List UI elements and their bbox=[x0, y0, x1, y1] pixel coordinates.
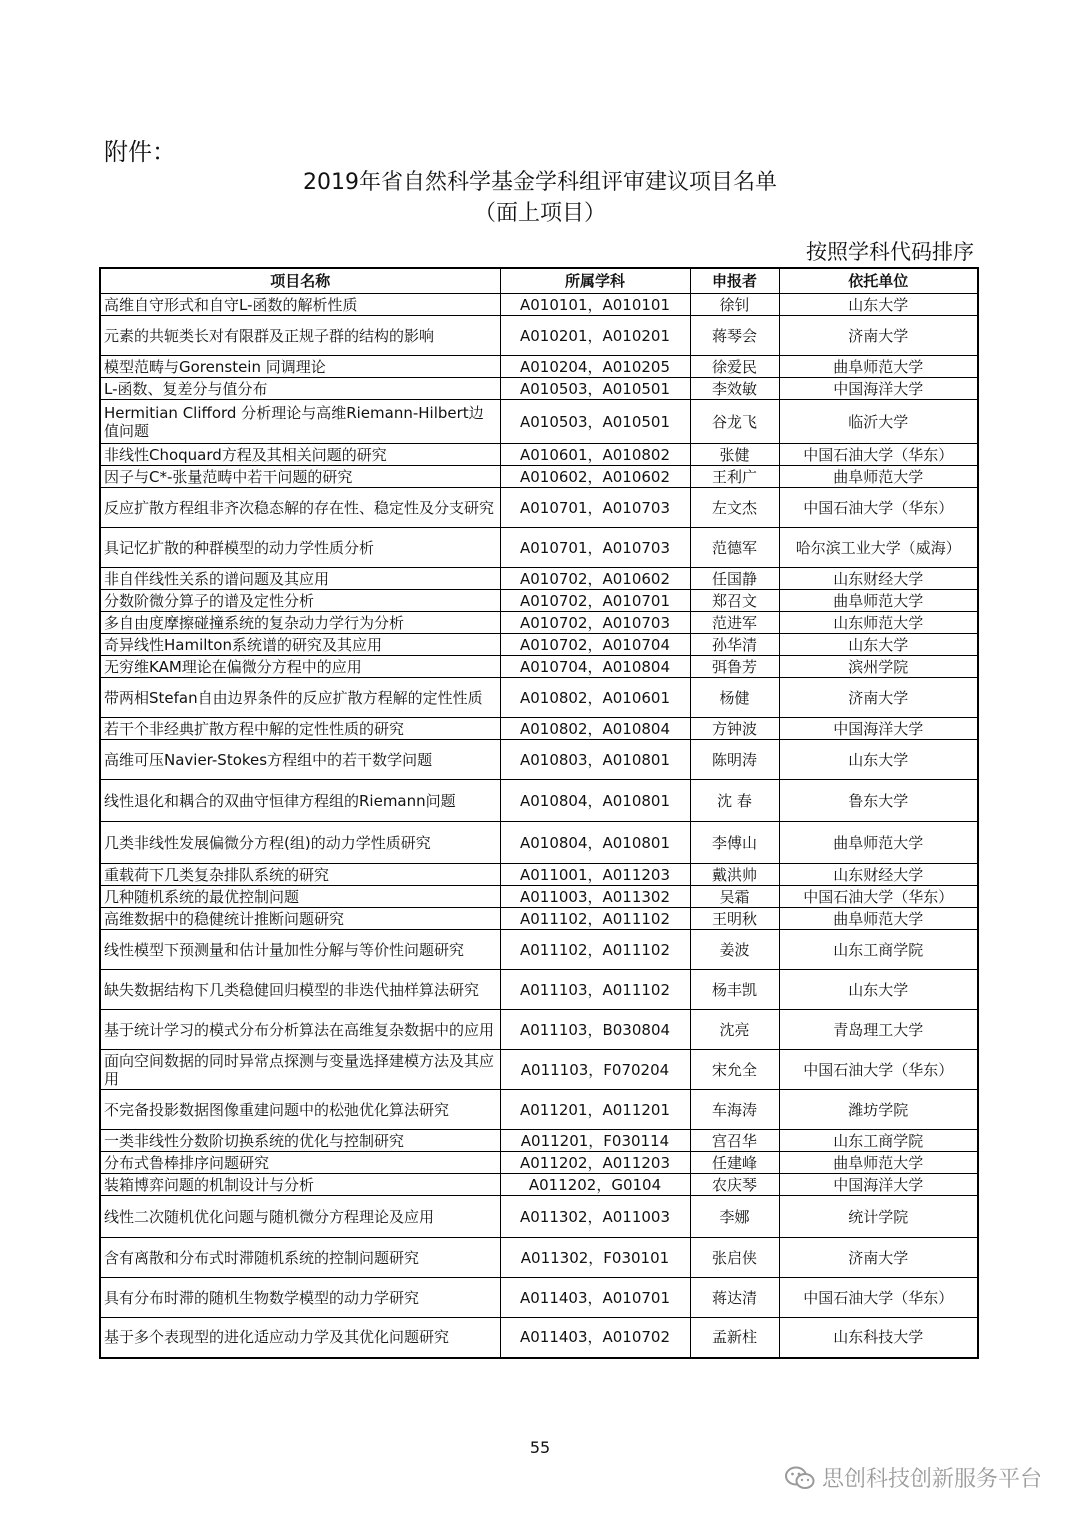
institution-cell: 中国石油大学（华东） bbox=[779, 1050, 978, 1090]
attachment-label: 附件： bbox=[104, 138, 176, 166]
discipline-cell: A011103，B030804 bbox=[500, 1010, 690, 1050]
discipline-cell: A011302，F030101 bbox=[500, 1238, 690, 1278]
table-row bbox=[100, 740, 978, 780]
institution-cell: 山东大学 bbox=[779, 970, 978, 1010]
discipline-cell: A010702，A010703 bbox=[500, 612, 690, 634]
discipline-cell: A010701，A010703 bbox=[500, 528, 690, 568]
institution-cell: 统计学院 bbox=[779, 1196, 978, 1238]
table-row bbox=[100, 466, 978, 488]
project-name-cell: 奇异线性Hamilton系统谱的研究及其应用 bbox=[100, 634, 500, 656]
applicant-cell: 弭鲁芳 bbox=[690, 656, 779, 678]
discipline-cell: A011302，A011003 bbox=[500, 1196, 690, 1238]
discipline-cell: A010503，A010501 bbox=[500, 378, 690, 400]
project-name-cell: 非自伴线性关系的谱问题及其应用 bbox=[100, 568, 500, 590]
column-header-discipline: 所属学科 bbox=[500, 268, 690, 294]
table-row bbox=[100, 1238, 978, 1278]
discipline-cell: A011103，F070204 bbox=[500, 1050, 690, 1090]
applicant-cell: 杨健 bbox=[690, 678, 779, 718]
project-name-cell: L-函数、复差分与值分布 bbox=[100, 378, 500, 400]
table-header-row bbox=[100, 268, 978, 294]
applicant-cell: 任建峰 bbox=[690, 1152, 779, 1174]
applicant-cell: 范进军 bbox=[690, 612, 779, 634]
table-row bbox=[100, 1010, 978, 1050]
table-row bbox=[100, 908, 978, 930]
institution-cell: 中国海洋大学 bbox=[779, 718, 978, 740]
table-row bbox=[100, 656, 978, 678]
applicant-cell: 张启侠 bbox=[690, 1238, 779, 1278]
applicant-cell: 沈亮 bbox=[690, 1010, 779, 1050]
discipline-cell: A010503，A010501 bbox=[500, 400, 690, 444]
column-header-institution: 依托单位 bbox=[779, 268, 978, 294]
project-name-cell: 高维数据中的稳健统计推断问题研究 bbox=[100, 908, 500, 930]
table-row bbox=[100, 1130, 978, 1152]
project-name-cell: 几种随机系统的最优控制问题 bbox=[100, 886, 500, 908]
applicant-cell: 张健 bbox=[690, 444, 779, 466]
discipline-cell: A010804，A010801 bbox=[500, 822, 690, 864]
project-name-cell: Hermitian Clifford 分析理论与高维Riemann-Hilbert边值问题 bbox=[100, 400, 500, 444]
applicant-cell: 方钟波 bbox=[690, 718, 779, 740]
watermark-text: 思创科技创新服务平台 bbox=[821, 1467, 1042, 1492]
project-name-cell: 基于统计学习的模式分布分析算法在高维复杂数据中的应用 bbox=[100, 1010, 500, 1050]
project-name-cell: 面向空间数据的同时异常点探测与变量选择建模方法及其应用 bbox=[100, 1050, 500, 1090]
discipline-cell: A011001，A011203 bbox=[500, 864, 690, 886]
discipline-cell: A010702，A010602 bbox=[500, 568, 690, 590]
table-row bbox=[100, 488, 978, 528]
applicant-cell: 蒋达清 bbox=[690, 1278, 779, 1318]
table-row bbox=[100, 678, 978, 718]
table-row bbox=[100, 864, 978, 886]
table-row bbox=[100, 1050, 978, 1090]
institution-cell: 临沂大学 bbox=[779, 400, 978, 444]
institution-cell: 曲阜师范大学 bbox=[779, 822, 978, 864]
table-row bbox=[100, 1196, 978, 1238]
institution-cell: 鲁东大学 bbox=[779, 780, 978, 822]
table-row bbox=[100, 634, 978, 656]
institution-cell: 济南大学 bbox=[779, 678, 978, 718]
institution-cell: 中国海洋大学 bbox=[779, 1174, 978, 1196]
project-name-cell: 多自由度摩擦碰撞系统的复杂动力学行为分析 bbox=[100, 612, 500, 634]
applicant-cell: 沈 春 bbox=[690, 780, 779, 822]
table-row bbox=[100, 400, 978, 444]
applicant-cell: 孟新柱 bbox=[690, 1318, 779, 1358]
project-name-cell: 模型范畴与Gorenstein 同调理论 bbox=[100, 356, 500, 378]
table-row bbox=[100, 1278, 978, 1318]
project-name-cell: 基于多个表现型的进化适应动力学及其优化问题研究 bbox=[100, 1318, 500, 1358]
applicant-cell: 宫召华 bbox=[690, 1130, 779, 1152]
institution-cell: 中国石油大学（华东） bbox=[779, 488, 978, 528]
applicant-cell: 郑召文 bbox=[690, 590, 779, 612]
table-row bbox=[100, 294, 978, 316]
institution-cell: 中国石油大学（华东） bbox=[779, 444, 978, 466]
project-name-cell: 高维可压Navier-Stokes方程组中的若干数学问题 bbox=[100, 740, 500, 780]
discipline-cell: A010601，A010802 bbox=[500, 444, 690, 466]
discipline-cell: A011102，A011102 bbox=[500, 930, 690, 970]
institution-cell: 山东工商学院 bbox=[779, 1130, 978, 1152]
table-row bbox=[100, 378, 978, 400]
project-table bbox=[99, 267, 979, 1359]
discipline-cell: A010101，A010101 bbox=[500, 294, 690, 316]
project-name-cell: 线性二次随机优化问题与随机微分方程理论及应用 bbox=[100, 1196, 500, 1238]
discipline-cell: A010802，A010804 bbox=[500, 718, 690, 740]
table-row bbox=[100, 1174, 978, 1196]
project-name-cell: 高维自守形式和自守L-函数的解析性质 bbox=[100, 294, 500, 316]
discipline-cell: A011003，A011302 bbox=[500, 886, 690, 908]
project-name-cell: 含有离散和分布式时滞随机系统的控制问题研究 bbox=[100, 1238, 500, 1278]
applicant-cell: 孙华清 bbox=[690, 634, 779, 656]
institution-cell: 哈尔滨工业大学（威海） bbox=[779, 528, 978, 568]
watermark bbox=[784, 1462, 1042, 1493]
project-name-cell: 具记忆扩散的种群模型的动力学性质分析 bbox=[100, 528, 500, 568]
applicant-cell: 徐爱民 bbox=[690, 356, 779, 378]
discipline-cell: A011103，A011102 bbox=[500, 970, 690, 1010]
institution-cell: 山东大学 bbox=[779, 740, 978, 780]
project-name-cell: 不完备投影数据图像重建问题中的松弛优化算法研究 bbox=[100, 1090, 500, 1130]
institution-cell: 山东工商学院 bbox=[779, 930, 978, 970]
column-header-applicant: 申报者 bbox=[690, 268, 779, 294]
project-name-cell: 缺失数据结构下几类稳健回归模型的非迭代抽样算法研究 bbox=[100, 970, 500, 1010]
applicant-cell: 陈明涛 bbox=[690, 740, 779, 780]
institution-cell: 曲阜师范大学 bbox=[779, 908, 978, 930]
table-row bbox=[100, 718, 978, 740]
applicant-cell: 宋允全 bbox=[690, 1050, 779, 1090]
document-title: 2019年省自然科学基金学科组评审建议项目名单 bbox=[303, 170, 777, 195]
discipline-cell: A010702，A010704 bbox=[500, 634, 690, 656]
applicant-cell: 任国静 bbox=[690, 568, 779, 590]
table-row bbox=[100, 316, 978, 356]
project-name-cell: 具有分布时滞的随机生物数学模型的动力学研究 bbox=[100, 1278, 500, 1318]
institution-cell: 曲阜师范大学 bbox=[779, 466, 978, 488]
institution-cell: 山东科技大学 bbox=[779, 1318, 978, 1358]
institution-cell: 山东师范大学 bbox=[779, 612, 978, 634]
institution-cell: 中国海洋大学 bbox=[779, 378, 978, 400]
column-header-project: 项目名称 bbox=[100, 268, 500, 294]
discipline-cell: A011201，F030114 bbox=[500, 1130, 690, 1152]
applicant-cell: 左文杰 bbox=[690, 488, 779, 528]
discipline-cell: A010802，A010601 bbox=[500, 678, 690, 718]
table-row bbox=[100, 930, 978, 970]
institution-cell: 青岛理工大学 bbox=[779, 1010, 978, 1050]
project-name-cell: 装箱博弈问题的机制设计与分析 bbox=[100, 1174, 500, 1196]
discipline-cell: A010201，A010201 bbox=[500, 316, 690, 356]
table-row bbox=[100, 568, 978, 590]
table-row bbox=[100, 528, 978, 568]
discipline-cell: A010701，A010703 bbox=[500, 488, 690, 528]
table-row bbox=[100, 970, 978, 1010]
table-row bbox=[100, 780, 978, 822]
applicant-cell: 李傅山 bbox=[690, 822, 779, 864]
institution-cell: 中国石油大学（华东） bbox=[779, 1278, 978, 1318]
table-body bbox=[100, 294, 978, 1358]
project-name-cell: 反应扩散方程组非齐次稳态解的存在性、稳定性及分支研究 bbox=[100, 488, 500, 528]
discipline-cell: A011202，G0104 bbox=[500, 1174, 690, 1196]
applicant-cell: 李娜 bbox=[690, 1196, 779, 1238]
discipline-cell: A011202，A011203 bbox=[500, 1152, 690, 1174]
discipline-cell: A011403，A010702 bbox=[500, 1318, 690, 1358]
applicant-cell: 蒋琴会 bbox=[690, 316, 779, 356]
project-name-cell: 分布式鲁棒排序问题研究 bbox=[100, 1152, 500, 1174]
document-subtitle: （面上项目） bbox=[473, 201, 606, 226]
institution-cell: 中国石油大学（华东） bbox=[779, 886, 978, 908]
applicant-cell: 李效敏 bbox=[690, 378, 779, 400]
page-number: 55 bbox=[529, 1438, 551, 1457]
discipline-cell: A010204，A010205 bbox=[500, 356, 690, 378]
applicant-cell: 王明秋 bbox=[690, 908, 779, 930]
project-name-cell: 带两相Stefan自由边界条件的反应扩散方程解的定性性质 bbox=[100, 678, 500, 718]
discipline-cell: A010704，A010804 bbox=[500, 656, 690, 678]
institution-cell: 潍坊学院 bbox=[779, 1090, 978, 1130]
project-name-cell: 重载荷下几类复杂排队系统的研究 bbox=[100, 864, 500, 886]
discipline-cell: A010804，A010801 bbox=[500, 780, 690, 822]
institution-cell: 曲阜师范大学 bbox=[779, 1152, 978, 1174]
institution-cell: 滨州学院 bbox=[779, 656, 978, 678]
table-row bbox=[100, 444, 978, 466]
table-row bbox=[100, 590, 978, 612]
project-name-cell: 因子与C*-张量范畴中若干问题的研究 bbox=[100, 466, 500, 488]
wechat-icon bbox=[784, 1465, 816, 1491]
institution-cell: 山东财经大学 bbox=[779, 864, 978, 886]
project-name-cell: 线性模型下预测量和估计量加性分解与等价性问题研究 bbox=[100, 930, 500, 970]
project-name-cell: 线性退化和耦合的双曲守恒律方程组的Riemann问题 bbox=[100, 780, 500, 822]
institution-cell: 曲阜师范大学 bbox=[779, 590, 978, 612]
applicant-cell: 戴洪帅 bbox=[690, 864, 779, 886]
discipline-cell: A010602，A010602 bbox=[500, 466, 690, 488]
institution-cell: 山东大学 bbox=[779, 634, 978, 656]
table-row bbox=[100, 822, 978, 864]
project-name-cell: 几类非线性发展偏微分方程(组)的动力学性质研究 bbox=[100, 822, 500, 864]
applicant-cell: 徐钊 bbox=[690, 294, 779, 316]
institution-cell: 山东大学 bbox=[779, 294, 978, 316]
project-name-cell: 一类非线性分数阶切换系统的优化与控制研究 bbox=[100, 1130, 500, 1152]
institution-cell: 济南大学 bbox=[779, 316, 978, 356]
discipline-cell: A011201，A011201 bbox=[500, 1090, 690, 1130]
sort-note: 按照学科代码排序 bbox=[806, 240, 974, 264]
table-row bbox=[100, 1090, 978, 1130]
applicant-cell: 王利广 bbox=[690, 466, 779, 488]
project-name-cell: 元素的共轭类长对有限群及正规子群的结构的影响 bbox=[100, 316, 500, 356]
discipline-cell: A011102，A011102 bbox=[500, 908, 690, 930]
table-row bbox=[100, 1318, 978, 1358]
applicant-cell: 杨丰凯 bbox=[690, 970, 779, 1010]
applicant-cell: 吴霜 bbox=[690, 886, 779, 908]
institution-cell: 曲阜师范大学 bbox=[779, 356, 978, 378]
project-name-cell: 无穷维KAM理论在偏微分方程中的应用 bbox=[100, 656, 500, 678]
applicant-cell: 范德军 bbox=[690, 528, 779, 568]
project-name-cell: 若干个非经典扩散方程中解的定性性质的研究 bbox=[100, 718, 500, 740]
institution-cell: 济南大学 bbox=[779, 1238, 978, 1278]
institution-cell: 山东财经大学 bbox=[779, 568, 978, 590]
applicant-cell: 农庆琴 bbox=[690, 1174, 779, 1196]
applicant-cell: 车海涛 bbox=[690, 1090, 779, 1130]
project-name-cell: 非线性Choquard方程及其相关问题的研究 bbox=[100, 444, 500, 466]
discipline-cell: A010702，A010701 bbox=[500, 590, 690, 612]
table-row bbox=[100, 886, 978, 908]
discipline-cell: A010803，A010801 bbox=[500, 740, 690, 780]
table-row bbox=[100, 612, 978, 634]
applicant-cell: 谷龙飞 bbox=[690, 400, 779, 444]
project-name-cell: 分数阶微分算子的谱及定性分析 bbox=[100, 590, 500, 612]
table-row bbox=[100, 1152, 978, 1174]
applicant-cell: 姜波 bbox=[690, 930, 779, 970]
table-row bbox=[100, 356, 978, 378]
discipline-cell: A011403，A010701 bbox=[500, 1278, 690, 1318]
